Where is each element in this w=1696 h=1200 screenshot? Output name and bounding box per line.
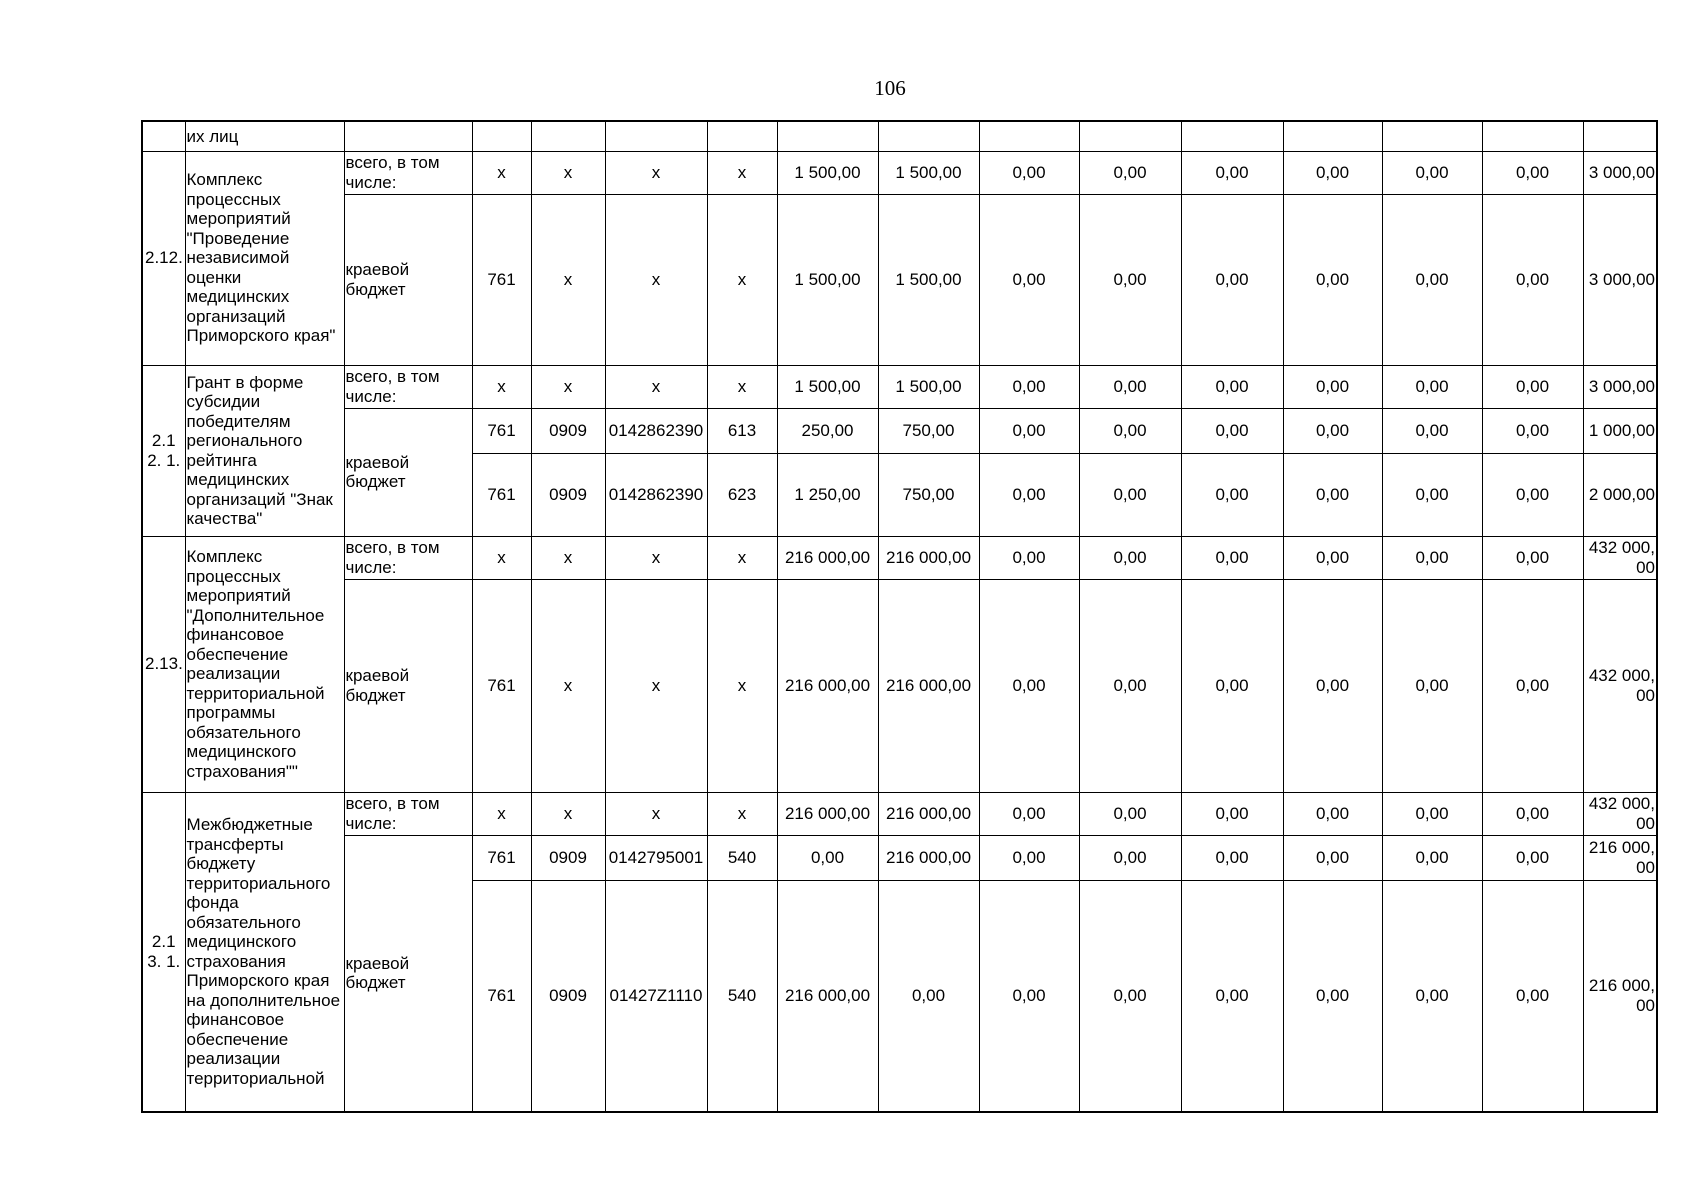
value-cell: 0,00: [1181, 880, 1283, 1112]
row-number-cell: 2.13.: [142, 536, 185, 792]
value-cell: 0,00: [1382, 880, 1482, 1112]
code-cell: [605, 121, 707, 151]
value-cell: 0,00: [1482, 194, 1583, 365]
value-cell: 0,00: [1482, 579, 1583, 792]
value-cell: 0,00: [1079, 408, 1181, 453]
table-row: [142, 792, 1657, 835]
value-cell: 0,00: [979, 536, 1079, 579]
value-cell: 0,00: [1181, 408, 1283, 453]
value-cell: 0,00: [1283, 792, 1382, 835]
value-cell: 0,00: [979, 835, 1079, 880]
code-cell: 0142862390: [605, 408, 707, 453]
value-cell: 250,00: [777, 408, 878, 453]
value-cell: 0,00: [1382, 194, 1482, 365]
value-cell: 0,00: [1283, 579, 1382, 792]
value-cell: [1482, 121, 1583, 151]
value-cell: 216 000,00: [777, 792, 878, 835]
code-cell: x: [707, 194, 777, 365]
value-cell: [1382, 121, 1482, 151]
table-row: [142, 194, 1657, 365]
code-cell: 761: [472, 408, 531, 453]
code-cell: 0909: [531, 835, 605, 880]
value-cell: 216 000,00: [878, 579, 979, 792]
value-cell: 0,00: [1181, 536, 1283, 579]
value-cell: 0,00: [1382, 365, 1482, 408]
value-cell: [1283, 121, 1382, 151]
value-cell: 216 000,00: [777, 579, 878, 792]
value-cell: 0,00: [1181, 194, 1283, 365]
value-cell: 0,00: [1482, 365, 1583, 408]
table-row: [142, 151, 1657, 194]
value-cell: 0,00: [979, 194, 1079, 365]
code-cell: 761: [472, 453, 531, 536]
total-cell: 3 000,00: [1583, 194, 1657, 365]
code-cell: x: [707, 792, 777, 835]
row-number-cell: 2.12.: [142, 151, 185, 365]
code-cell: 761: [472, 880, 531, 1112]
code-cell: x: [707, 536, 777, 579]
value-cell: 0,00: [1181, 151, 1283, 194]
code-cell: x: [531, 194, 605, 365]
value-cell: 750,00: [878, 453, 979, 536]
value-cell: 750,00: [878, 408, 979, 453]
value-cell: 0,00: [1181, 453, 1283, 536]
value-cell: 0,00: [979, 408, 1079, 453]
total-cell: 432 000, 00: [1583, 792, 1657, 835]
value-cell: 0,00: [1283, 365, 1382, 408]
code-cell: x: [531, 536, 605, 579]
code-cell: x: [472, 365, 531, 408]
value-cell: 1 500,00: [777, 365, 878, 408]
value-cell: 216 000,00: [777, 880, 878, 1112]
value-cell: 0,00: [1181, 579, 1283, 792]
code-cell: [531, 121, 605, 151]
table-row: [142, 121, 1657, 151]
table-row: [142, 579, 1657, 792]
source-cell: краевой бюджет: [344, 579, 472, 792]
source-cell: всего, в том числе:: [344, 151, 472, 194]
value-cell: 0,00: [1079, 536, 1181, 579]
row-number-cell: 2.12. 1.: [142, 365, 185, 536]
total-cell: 216 000, 00: [1583, 835, 1657, 880]
value-cell: 0,00: [1382, 453, 1482, 536]
code-cell: 01427Z1110: [605, 880, 707, 1112]
table-row: [142, 835, 1657, 880]
code-cell: x: [707, 365, 777, 408]
source-cell: краевой бюджет: [344, 194, 472, 365]
value-cell: 0,00: [979, 151, 1079, 194]
code-cell: 0909: [531, 880, 605, 1112]
code-cell: x: [605, 536, 707, 579]
row-name-cell: Комплекс процессных мероприятий "Дополнительное финансовое обеспечение реализации территориальной программы обязательного медицинского страхования"": [185, 536, 344, 792]
code-cell: x: [605, 792, 707, 835]
row-number-cell: 2.13. 1.: [142, 792, 185, 1112]
value-cell: [878, 121, 979, 151]
code-cell: x: [472, 536, 531, 579]
value-cell: 0,00: [1283, 453, 1382, 536]
value-cell: 0,00: [979, 365, 1079, 408]
total-cell: [1583, 121, 1657, 151]
code-cell: 540: [707, 880, 777, 1112]
value-cell: 216 000,00: [777, 536, 878, 579]
code-cell: x: [605, 579, 707, 792]
value-cell: 0,00: [1079, 579, 1181, 792]
code-cell: x: [531, 151, 605, 194]
total-cell: 2 000,00: [1583, 453, 1657, 536]
code-cell: 540: [707, 835, 777, 880]
value-cell: 0,00: [1283, 835, 1382, 880]
source-cell: краевой бюджет: [344, 835, 472, 1112]
code-cell: 0909: [531, 453, 605, 536]
value-cell: 0,00: [1283, 194, 1382, 365]
value-cell: 0,00: [1079, 151, 1181, 194]
value-cell: 0,00: [979, 792, 1079, 835]
code-cell: [472, 121, 531, 151]
row-number-cell: [142, 121, 185, 151]
value-cell: 0,00: [1482, 453, 1583, 536]
value-cell: [1181, 121, 1283, 151]
page-number: 106: [874, 76, 906, 100]
value-cell: [1079, 121, 1181, 151]
value-cell: 0,00: [777, 835, 878, 880]
source-cell: [344, 121, 472, 151]
value-cell: 216 000,00: [878, 792, 979, 835]
value-cell: 1 500,00: [878, 151, 979, 194]
code-cell: x: [707, 579, 777, 792]
code-cell: 0909: [531, 408, 605, 453]
value-cell: 1 500,00: [777, 194, 878, 365]
value-cell: [979, 121, 1079, 151]
code-cell: x: [472, 151, 531, 194]
code-cell: x: [472, 792, 531, 835]
row-name-cell: Комплекс процессных мероприятий "Проведение независимой оценки медицинских организаций Приморского края": [185, 151, 344, 365]
code-cell: 0142862390: [605, 453, 707, 536]
value-cell: 0,00: [1181, 835, 1283, 880]
value-cell: 1 250,00: [777, 453, 878, 536]
value-cell: 0,00: [1482, 151, 1583, 194]
source-cell: всего, в том числе:: [344, 536, 472, 579]
budget-table: [141, 120, 1658, 1113]
value-cell: 0,00: [1079, 792, 1181, 835]
value-cell: 1 500,00: [878, 194, 979, 365]
value-cell: 0,00: [979, 453, 1079, 536]
value-cell: [777, 121, 878, 151]
value-cell: 0,00: [1382, 408, 1482, 453]
value-cell: 0,00: [1482, 835, 1583, 880]
value-cell: 1 500,00: [878, 365, 979, 408]
value-cell: 0,00: [979, 579, 1079, 792]
value-cell: 0,00: [1382, 579, 1482, 792]
code-cell: x: [605, 151, 707, 194]
table-row: [142, 536, 1657, 579]
value-cell: 0,00: [1382, 151, 1482, 194]
value-cell: 216 000,00: [878, 835, 979, 880]
source-cell: всего, в том числе:: [344, 792, 472, 835]
row-name-cell: Межбюджетные трансферты бюджету территориального фонда обязательного медицинского страхования Приморского края на дополнительное финансовое обеспечение реализации территориальной: [185, 792, 344, 1112]
value-cell: 0,00: [1079, 835, 1181, 880]
table-row: [142, 408, 1657, 453]
code-cell: x: [531, 792, 605, 835]
total-cell: 432 000, 00: [1583, 579, 1657, 792]
total-cell: 432 000, 00: [1583, 536, 1657, 579]
code-cell: 0142795001: [605, 835, 707, 880]
code-cell: 761: [472, 194, 531, 365]
code-cell: 623: [707, 453, 777, 536]
value-cell: 0,00: [1079, 365, 1181, 408]
value-cell: 0,00: [1382, 835, 1482, 880]
value-cell: 0,00: [1079, 880, 1181, 1112]
value-cell: 0,00: [878, 880, 979, 1112]
value-cell: 216 000,00: [878, 536, 979, 579]
value-cell: 0,00: [1482, 792, 1583, 835]
total-cell: 3 000,00: [1583, 151, 1657, 194]
code-cell: x: [531, 579, 605, 792]
value-cell: 0,00: [1382, 536, 1482, 579]
code-cell: x: [531, 365, 605, 408]
row-name-cell: Грант в форме субсидии победителям регионального рейтинга медицинских организаций "Знак качества": [185, 365, 344, 536]
value-cell: 0,00: [1079, 194, 1181, 365]
value-cell: 0,00: [1283, 151, 1382, 194]
total-cell: 3 000,00: [1583, 365, 1657, 408]
table-row: [142, 365, 1657, 408]
value-cell: 0,00: [1079, 453, 1181, 536]
value-cell: 0,00: [1283, 408, 1382, 453]
row-name-cell: их лиц: [185, 121, 344, 151]
value-cell: 0,00: [1482, 408, 1583, 453]
source-cell: всего, в том числе:: [344, 365, 472, 408]
value-cell: 0,00: [1181, 792, 1283, 835]
value-cell: 0,00: [1181, 365, 1283, 408]
total-cell: 1 000,00: [1583, 408, 1657, 453]
value-cell: 0,00: [979, 880, 1079, 1112]
value-cell: 0,00: [1482, 536, 1583, 579]
value-cell: 0,00: [1482, 880, 1583, 1112]
code-cell: x: [605, 365, 707, 408]
code-cell: x: [605, 194, 707, 365]
total-cell: 216 000, 00: [1583, 880, 1657, 1112]
code-cell: x: [707, 151, 777, 194]
code-cell: [707, 121, 777, 151]
value-cell: 0,00: [1382, 792, 1482, 835]
code-cell: 761: [472, 835, 531, 880]
value-cell: 0,00: [1283, 880, 1382, 1112]
value-cell: 1 500,00: [777, 151, 878, 194]
code-cell: 613: [707, 408, 777, 453]
code-cell: 761: [472, 579, 531, 792]
source-cell: краевой бюджет: [344, 408, 472, 536]
value-cell: 0,00: [1283, 536, 1382, 579]
